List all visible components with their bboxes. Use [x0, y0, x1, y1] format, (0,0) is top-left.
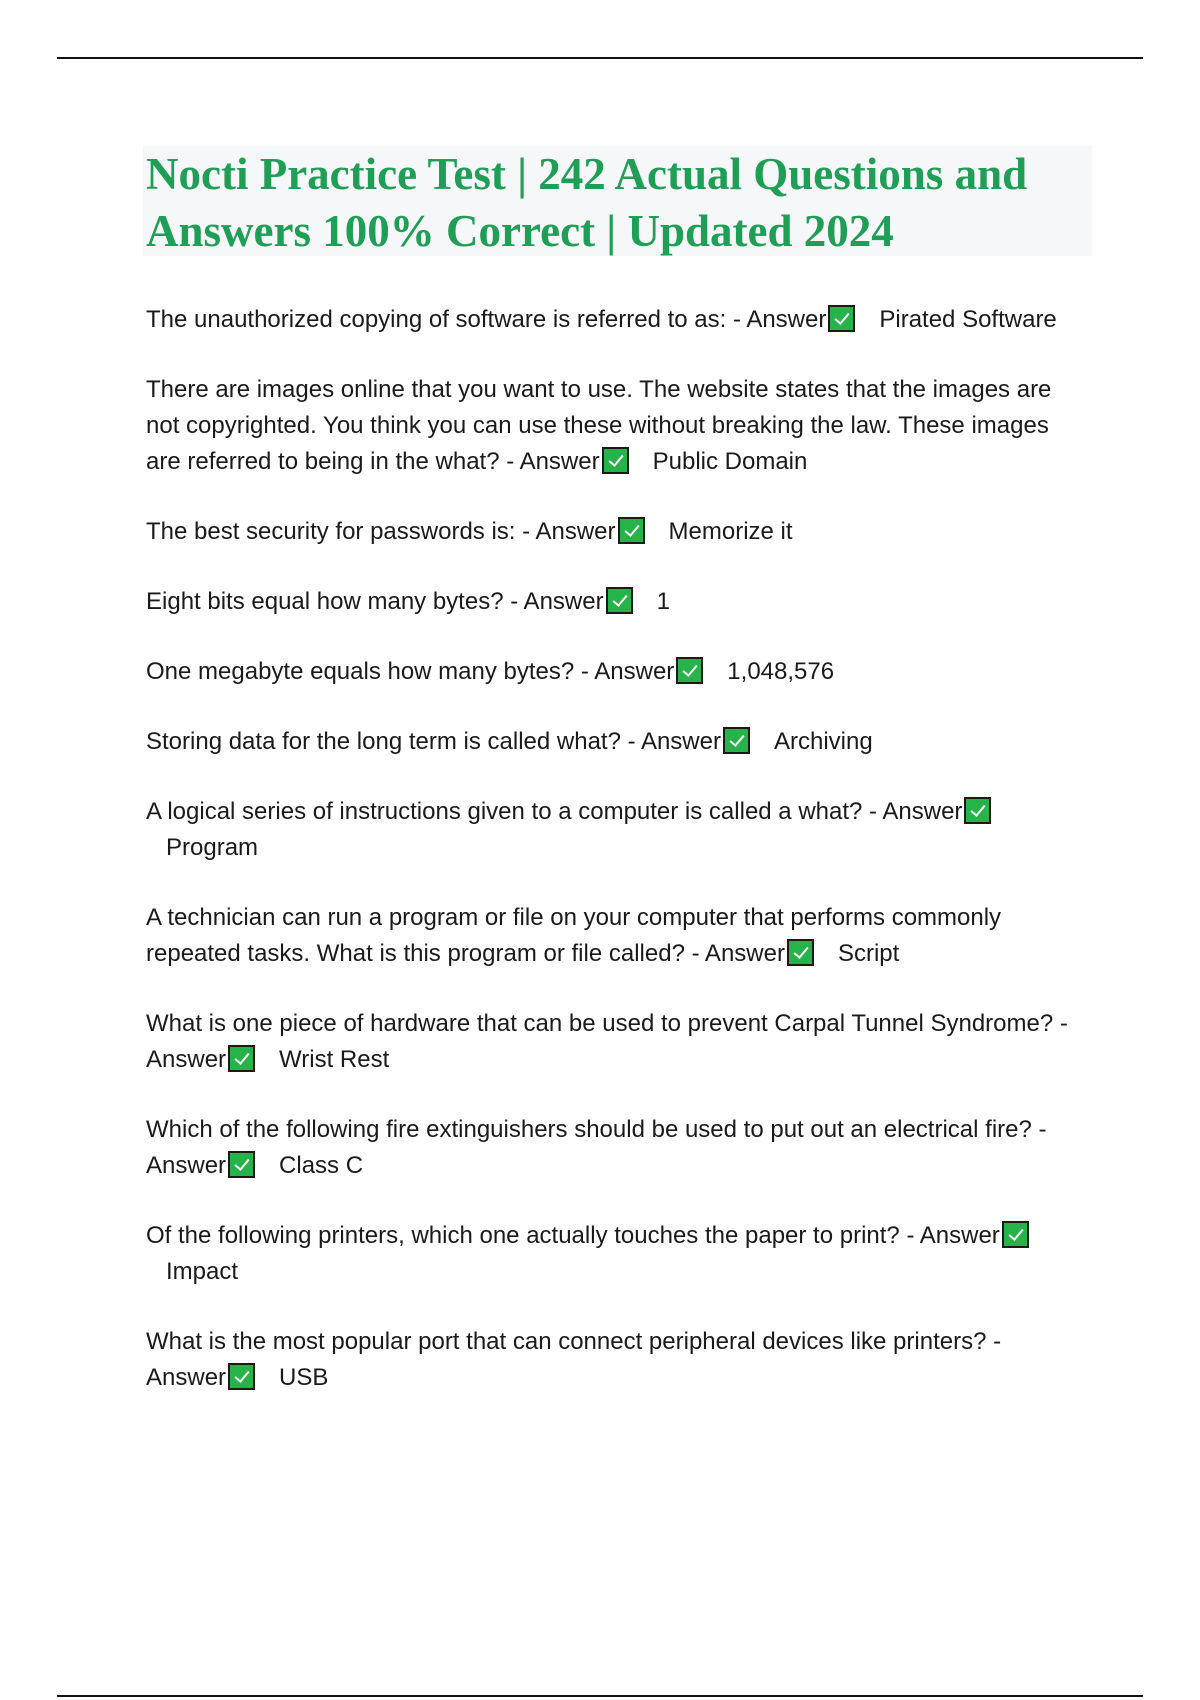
qa-item: [146, 1324, 1086, 1396]
qa-item: [146, 794, 1086, 866]
answer-marker: - Answer: [506, 448, 600, 475]
question-text: The best security for passwords is:: [146, 518, 516, 545]
question-text: What is the most popular port that can connect peripheral devices like printers?: [146, 1328, 987, 1355]
answer-marker: - Answer: [869, 798, 963, 825]
question-text: A technician can run a program or file on your computer that performs commonly repeated tasks. What is this program or file called?: [146, 904, 1002, 967]
check-icon: [606, 587, 633, 614]
answer-marker: - Answer: [906, 1222, 1000, 1249]
qa-item: [146, 372, 1086, 480]
qa-item: [146, 654, 1086, 690]
check-icon: [964, 797, 991, 824]
question-text: The unauthorized copying of software is referred to as:: [146, 306, 727, 333]
check-icon: [228, 1363, 255, 1390]
answer-text: Class C: [279, 1152, 364, 1179]
answer-text: Memorize it: [668, 518, 793, 545]
qa-list: [146, 302, 1086, 1430]
qa-item: [146, 1006, 1086, 1078]
answer-text: Pirated Software: [879, 306, 1057, 333]
check-icon: [228, 1151, 255, 1178]
check-icon: [676, 657, 703, 684]
question-text: There are images online that you want to use. The website states that the images are not copyrighted. You think you can use these without breaking the law. These images are referred to being in the what?: [146, 376, 1052, 475]
answer-text: Wrist Rest: [279, 1046, 390, 1073]
question-text: What is one piece of hardware that can be used to prevent Carpal Tunnel Syndrome?: [146, 1010, 1054, 1037]
answer-text: Archiving: [773, 728, 873, 755]
answer-text: USB: [279, 1364, 329, 1391]
bottom-divider: [57, 1695, 1143, 1697]
answer-marker: - Answer: [627, 728, 721, 755]
check-icon: [787, 939, 814, 966]
question-text: Eight bits equal how many bytes?: [146, 588, 504, 615]
qa-item: [146, 900, 1086, 972]
qa-item: [146, 1218, 1086, 1290]
answer-text: Script: [837, 940, 900, 967]
qa-item: [146, 1112, 1086, 1184]
question-text: Storing data for the long term is called what?: [146, 728, 621, 755]
answer-marker: - Answer: [146, 1010, 1068, 1073]
qa-item: [146, 302, 1086, 338]
qa-item: [146, 514, 1086, 550]
question-text: Of the following printers, which one actually touches the paper to print?: [146, 1222, 900, 1249]
check-icon: [723, 727, 750, 754]
qa-item: [146, 584, 1086, 620]
answer-marker: - Answer: [146, 1328, 1002, 1391]
answer-text: 1,048,576: [727, 658, 835, 685]
check-icon: [602, 447, 629, 474]
document-title: Nocti Practice Test | 242 Actual Questions and Answers 100% Correct | Updated 2024: [146, 149, 1028, 256]
answer-marker: - Answer: [510, 588, 604, 615]
answer-marker: - Answer: [691, 940, 785, 967]
question-text: A logical series of instructions given to a computer is called a what?: [146, 798, 863, 825]
answer-text: Program: [166, 834, 259, 861]
check-icon: [828, 305, 855, 332]
answer-marker: - Answer: [732, 306, 827, 333]
answer-text: 1: [656, 588, 670, 615]
check-icon: [228, 1045, 255, 1072]
check-icon: [618, 517, 645, 544]
check-icon: [1002, 1221, 1029, 1248]
question-text: One megabyte equals how many bytes?: [146, 658, 575, 685]
question-text: Which of the following fire extinguishers should be used to put out an electrical fire?: [146, 1116, 1032, 1143]
qa-item: [146, 724, 1086, 760]
answer-marker: - Answer: [522, 518, 616, 545]
answer-text: Public Domain: [652, 448, 808, 475]
top-divider: [57, 57, 1143, 59]
answer-marker: - Answer: [580, 658, 675, 685]
answer-text: Impact: [166, 1258, 239, 1285]
answer-marker: - Answer: [146, 1116, 1047, 1179]
